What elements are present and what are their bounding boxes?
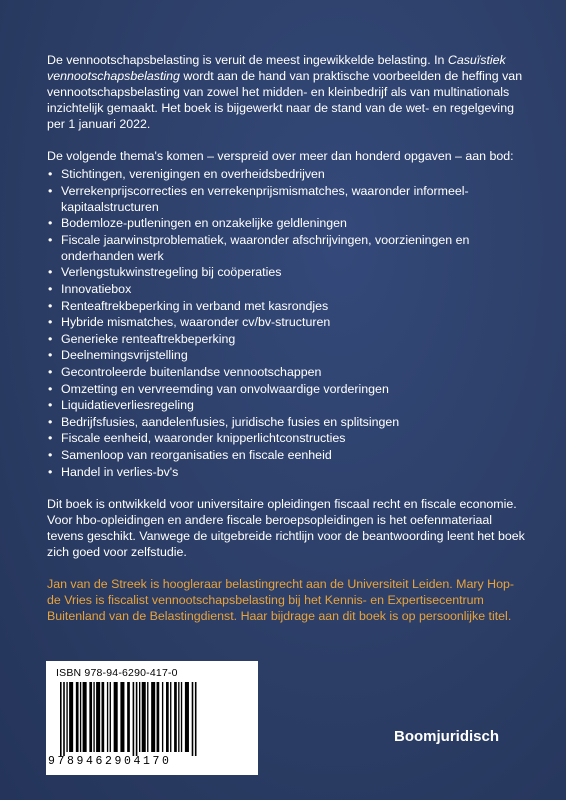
intro-paragraph <box>47 52 527 132</box>
barcode-bar <box>110 682 111 752</box>
theme-item: • Gecontroleerde buitenlandse vennootschappen <box>47 364 527 380</box>
barcode-bar <box>89 682 92 752</box>
theme-item: • Verrekenprijscorrecties en verrekenprijsmismatches, waaronder informeel-kapitaalstructuren <box>47 183 527 215</box>
barcode-bar <box>83 682 87 752</box>
cover-text <box>47 52 527 624</box>
barcode-bar <box>139 682 140 752</box>
barcode-bar <box>80 682 81 752</box>
theme-item: • Hybride mismatches, waaronder cv/bv-structuren <box>47 314 527 330</box>
barcode-bar <box>93 682 94 752</box>
theme-item: • Bodemloze-putleningen en onzakelijke geldleningen <box>47 215 527 231</box>
barcode-bar <box>142 682 146 752</box>
theme-item: • Verlengstukwinstregeling bij coöperaties <box>47 264 527 280</box>
barcode-bar <box>76 682 79 752</box>
barcode-bar <box>127 682 130 752</box>
barcode-bar <box>102 682 105 752</box>
barcode-number: 9789462904170 <box>48 755 172 768</box>
barcode-bar <box>66 682 67 752</box>
theme-item: • Fiscale eenheid, waaronder knipperlichtconstructies <box>47 430 527 446</box>
theme-item: • Fiscale jaarwinstproblematiek, waaronder afschrijvingen, voorzieningen en onderhanden werk <box>47 232 527 264</box>
theme-item: • Handel in verlies-bv's <box>47 464 527 480</box>
barcode-bar <box>174 682 177 752</box>
barcode-bar <box>192 682 194 756</box>
theme-item: • Deelnemingsvrijstelling <box>47 347 527 363</box>
barcode-bar <box>60 682 62 756</box>
barcode-bar <box>170 682 171 752</box>
barcode-bar <box>162 682 163 752</box>
theme-item: • Renteaftrekbeperking in verband met kasrondjes <box>47 298 527 314</box>
barcode-box <box>46 661 258 775</box>
publisher-logo: Boomjuridisch <box>394 728 500 745</box>
barcode-bar <box>147 682 148 752</box>
intro-text-2: wordt aan de hand van praktische voorbeelden de heffing van vennootschapsbelasting van zowel het midden- en kleinbedrijf als van multinationals inzichtelijk gemaakt. Het boek is bijgewerkt naar de stand van de wet- en regelgeving per 1 januari 2022. <box>47 69 523 131</box>
barcode-bar <box>107 682 108 752</box>
isbn-label: ISBN 978-94-6290-417-0 <box>56 667 178 679</box>
theme-item: • Omzetting en vervreemding van onvolwaardige vorderingen <box>47 381 527 397</box>
barcode-bar <box>63 682 65 756</box>
barcode-bar <box>120 682 124 752</box>
barcode-bar <box>166 682 169 752</box>
barcode-bar <box>114 682 118 752</box>
themes-list <box>47 166 527 480</box>
themes-lead: De volgende thema's komen – verspreid over meer dan honderd opgaven – aan bod: <box>47 149 514 163</box>
theme-item: • Bedrijfsfusies, aandelenfusies, juridische fusies en splitsingen <box>47 414 527 430</box>
barcode-bar <box>181 682 182 752</box>
book-title: Casuïstiek vennootschapsbelasting <box>47 53 506 83</box>
barcode-bar <box>195 682 197 756</box>
barcode-icon <box>58 682 248 756</box>
authors-paragraph: Jan van de Streek is hoogleraar belastingrecht aan de Universiteit Leiden. Mary Hop-de Vries is fiscalist vennootschapsbelasting bij het Kennis- en Expertisecentrum Buitenland van de Belastingdienst. Haar bijdrage aan dit boek is op persoonlijke titel. <box>47 576 514 623</box>
theme-item: • Samenloop van reorganisaties en fiscale eenheid <box>47 447 527 463</box>
barcode-bar <box>133 682 135 756</box>
intro-text-1: De vennootschapsbelasting is veruit de meest ingewikkelde belasting. In <box>47 53 448 67</box>
barcode-bar <box>157 682 160 752</box>
study-paragraph: Dit boek is ontwikkeld voor universitaire opleidingen fiscaal recht en fiscale economie. Voor hbo-opleidingen en andere fiscale beroepsopleidingen is het oefenmateriaal tevens geschikt. Vanwege de uitgebreide richtlijn voor de beantwoording leent het boek zich goed voor zelfstudie. <box>47 496 525 559</box>
barcode-bar <box>69 682 73 752</box>
barcode-bar <box>178 682 179 752</box>
barcode-bar <box>136 682 138 756</box>
theme-item: • Liquidatieverliesregeling <box>47 397 527 413</box>
theme-item: • Innovatiebox <box>47 281 527 297</box>
theme-item: • Generieke renteaftrekbeperking <box>47 331 527 347</box>
barcode-bar <box>96 682 100 752</box>
barcode-bar <box>151 682 155 752</box>
barcode-bar <box>185 682 189 752</box>
theme-item: • Stichtingen, verenigingen en overheidsbedrijven <box>47 166 527 182</box>
